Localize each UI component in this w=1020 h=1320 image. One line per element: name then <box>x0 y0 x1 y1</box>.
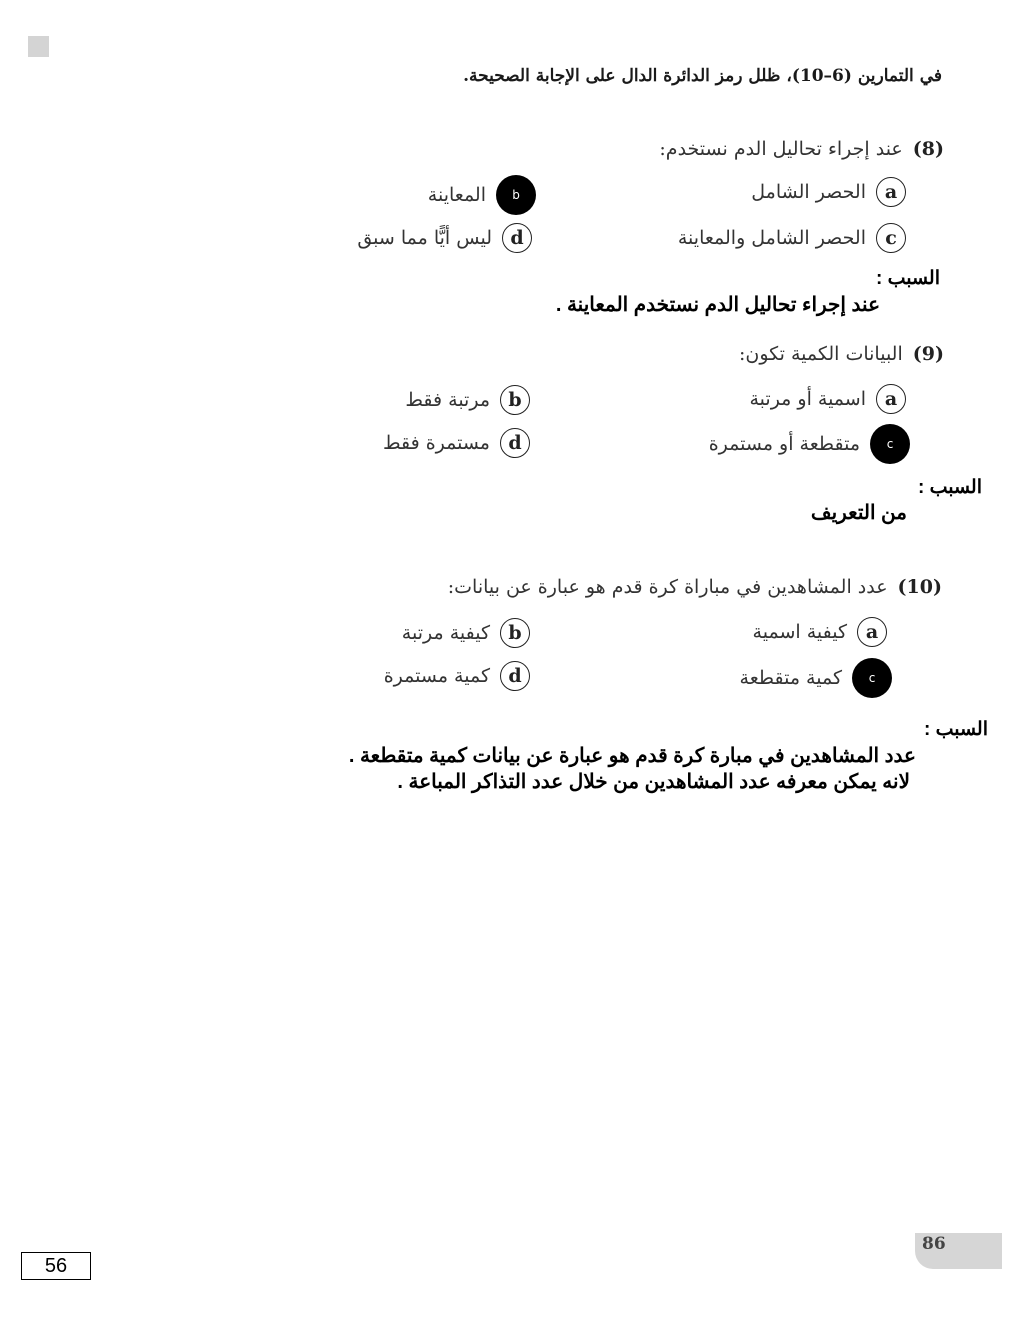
option-text: متقطعة أو مستمرة <box>708 433 860 455</box>
corner-marker <box>28 36 49 57</box>
answer-text: عدد المشاهدين في مبارة كرة قدم هو عبارة عن بيانات كمية متقطعة . <box>348 745 916 767</box>
page-box-number: 56 <box>21 1252 91 1280</box>
option-circle-icon[interactable]: a <box>876 177 906 207</box>
option-circle-icon[interactable]: d <box>502 223 532 253</box>
option-text: كيفية اسمية <box>752 621 847 643</box>
option-b[interactable] <box>428 175 536 215</box>
filled-circle-icon[interactable]: c <box>852 658 892 698</box>
option-circle-icon[interactable]: a <box>876 384 906 414</box>
question-number: (8) <box>912 138 944 160</box>
answer-text: من التعريف <box>810 502 907 524</box>
option-text: مرتبة فقط <box>405 389 490 411</box>
answer-text: عند إجراء تحاليل الدم نستخدم المعاينة . <box>555 294 880 316</box>
option-d[interactable] <box>384 661 530 691</box>
question-number: (10) <box>897 576 942 598</box>
option-text: الحصر الشامل <box>751 181 866 203</box>
question-number: (9) <box>912 343 944 365</box>
reason-label: السبب : <box>923 719 988 740</box>
option-text: مستمرة فقط <box>382 432 490 454</box>
instruction-text: في التمارين (6–10)، ظلل رمز الدائرة الدال على الإجابة الصحيحة. <box>463 66 942 86</box>
option-b[interactable] <box>405 385 530 415</box>
option-a[interactable] <box>753 617 887 647</box>
option-text: الحصر الشامل والمعاينة <box>677 227 866 249</box>
option-text: اسمية أو مرتبة <box>749 388 866 410</box>
option-c[interactable] <box>740 658 892 698</box>
question-9 <box>739 343 944 365</box>
option-text: كيفية مرتبة <box>401 622 490 644</box>
option-d[interactable] <box>357 223 532 253</box>
answer-text: لانه يمكن معرفه عدد المشاهدين من خلال عدد التذاكر المباعة . <box>397 771 910 793</box>
option-c[interactable] <box>709 424 910 464</box>
option-text: المعاينة <box>427 184 486 206</box>
option-a[interactable] <box>751 177 906 207</box>
option-circle-icon[interactable]: c <box>876 223 906 253</box>
option-circle-icon[interactable]: b <box>500 618 530 648</box>
filled-circle-icon[interactable]: b <box>496 175 536 215</box>
option-text: ليس أيًّا مما سبق <box>357 227 492 249</box>
question-text: عدد المشاهدين في مباراة كرة قدم هو عبارة عن بيانات: <box>447 576 888 598</box>
option-circle-icon[interactable]: a <box>857 617 887 647</box>
question-text: البيانات الكمية تكون: <box>738 343 903 365</box>
page-number: 86 <box>922 1234 946 1254</box>
option-a[interactable] <box>749 384 906 414</box>
filled-circle-icon[interactable]: c <box>870 424 910 464</box>
option-d[interactable] <box>383 428 530 458</box>
reason-label: السبب : <box>917 477 982 498</box>
option-circle-icon[interactable]: b <box>500 385 530 415</box>
option-c[interactable] <box>678 223 906 253</box>
option-text: كمية مستمرة <box>383 665 490 687</box>
reason-label: السبب : <box>875 268 940 289</box>
question-10 <box>448 576 942 598</box>
option-circle-icon[interactable]: d <box>500 661 530 691</box>
question-text: عند إجراء تحاليل الدم نستخدم: <box>659 138 903 160</box>
question-8 <box>659 138 944 160</box>
option-circle-icon[interactable]: d <box>500 428 530 458</box>
option-b[interactable] <box>402 618 530 648</box>
option-text: كمية متقطعة <box>739 667 842 689</box>
